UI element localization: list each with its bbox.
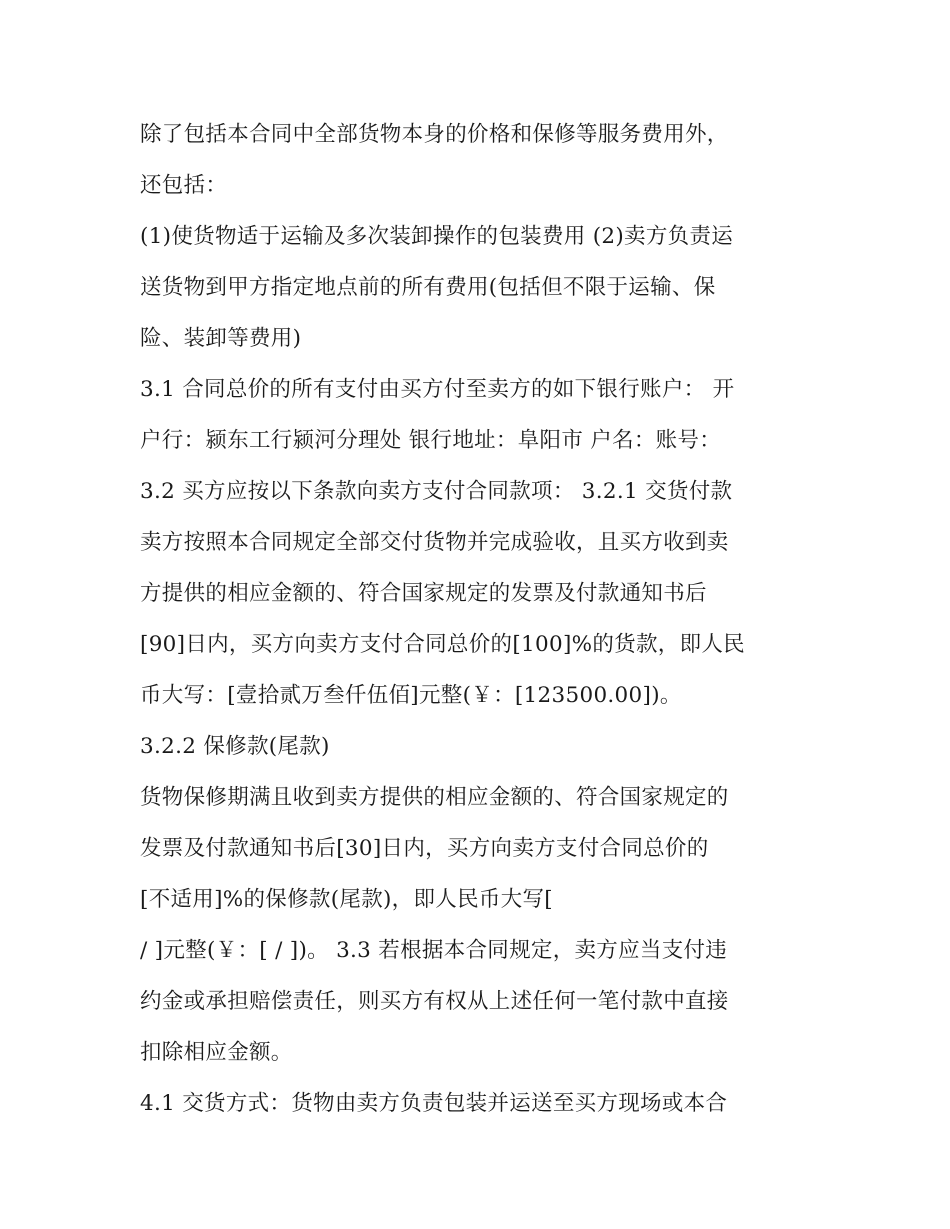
text-line: (1)使货物适于运输及多次装卸操作的包装费用 (2)卖方负责运 <box>140 224 734 249</box>
text-line: 约金或承担赔偿责任，则买方有权从上述任何一笔付款中直接 <box>140 989 729 1014</box>
text-line: 3.2.2 保修款(尾款) <box>140 734 330 759</box>
text-line: 户行：颍东工行颍河分理处 银行地址：阜阳市 户名：账号： <box>140 428 722 453</box>
text-line: 还包括： <box>140 173 228 198</box>
text-line: 方提供的相应金额的、符合国家规定的发票及付款通知书后 <box>140 581 707 606</box>
text-line: 扣除相应金额。 <box>140 1040 293 1065</box>
text-line: 送货物到甲方指定地点前的所有费用(包括但不限于运输、保 <box>140 275 716 300</box>
text-line: 险、装卸等费用) <box>140 326 302 351</box>
text-line: 除了包括本合同中全部货物本身的价格和保修等服务费用外， <box>140 122 729 147</box>
text-line: 4.1 交货方式：货物由卖方负责包装并运送至买方现场或本合 <box>140 1091 728 1116</box>
text-line: 币大写：[壹拾贰万叁仟伍佰]元整(￥：[123500.00])。 <box>140 683 682 708</box>
text-line: 3.1 合同总价的所有支付由买方付至卖方的如下银行账户： 开 <box>140 377 735 402</box>
text-line: [不适用]%的保修款(尾款)，即人民币大写[ <box>140 887 553 912</box>
text-line: / ]元整(￥：[ / ])。 3.3 若根据本合同规定，卖方应当支付违 <box>140 938 728 963</box>
text-line: 3.2 买方应按以下条款向卖方支付合同款项： 3.2.1 交货付款 <box>140 479 733 504</box>
text-line: 货物保修期满且收到卖方提供的相应金额的、符合国家规定的 <box>140 785 729 810</box>
text-line: 卖方按照本合同规定全部交付货物并完成验收，且买方收到卖 <box>140 530 729 555</box>
text-line: 发票及付款通知书后[30]日内，买方向卖方支付合同总价的 <box>140 836 709 861</box>
text-line: [90]日内，买方向卖方支付合同总价的[100]%的货款，即人民 <box>140 632 745 657</box>
contract-text-body <box>140 109 820 1129</box>
